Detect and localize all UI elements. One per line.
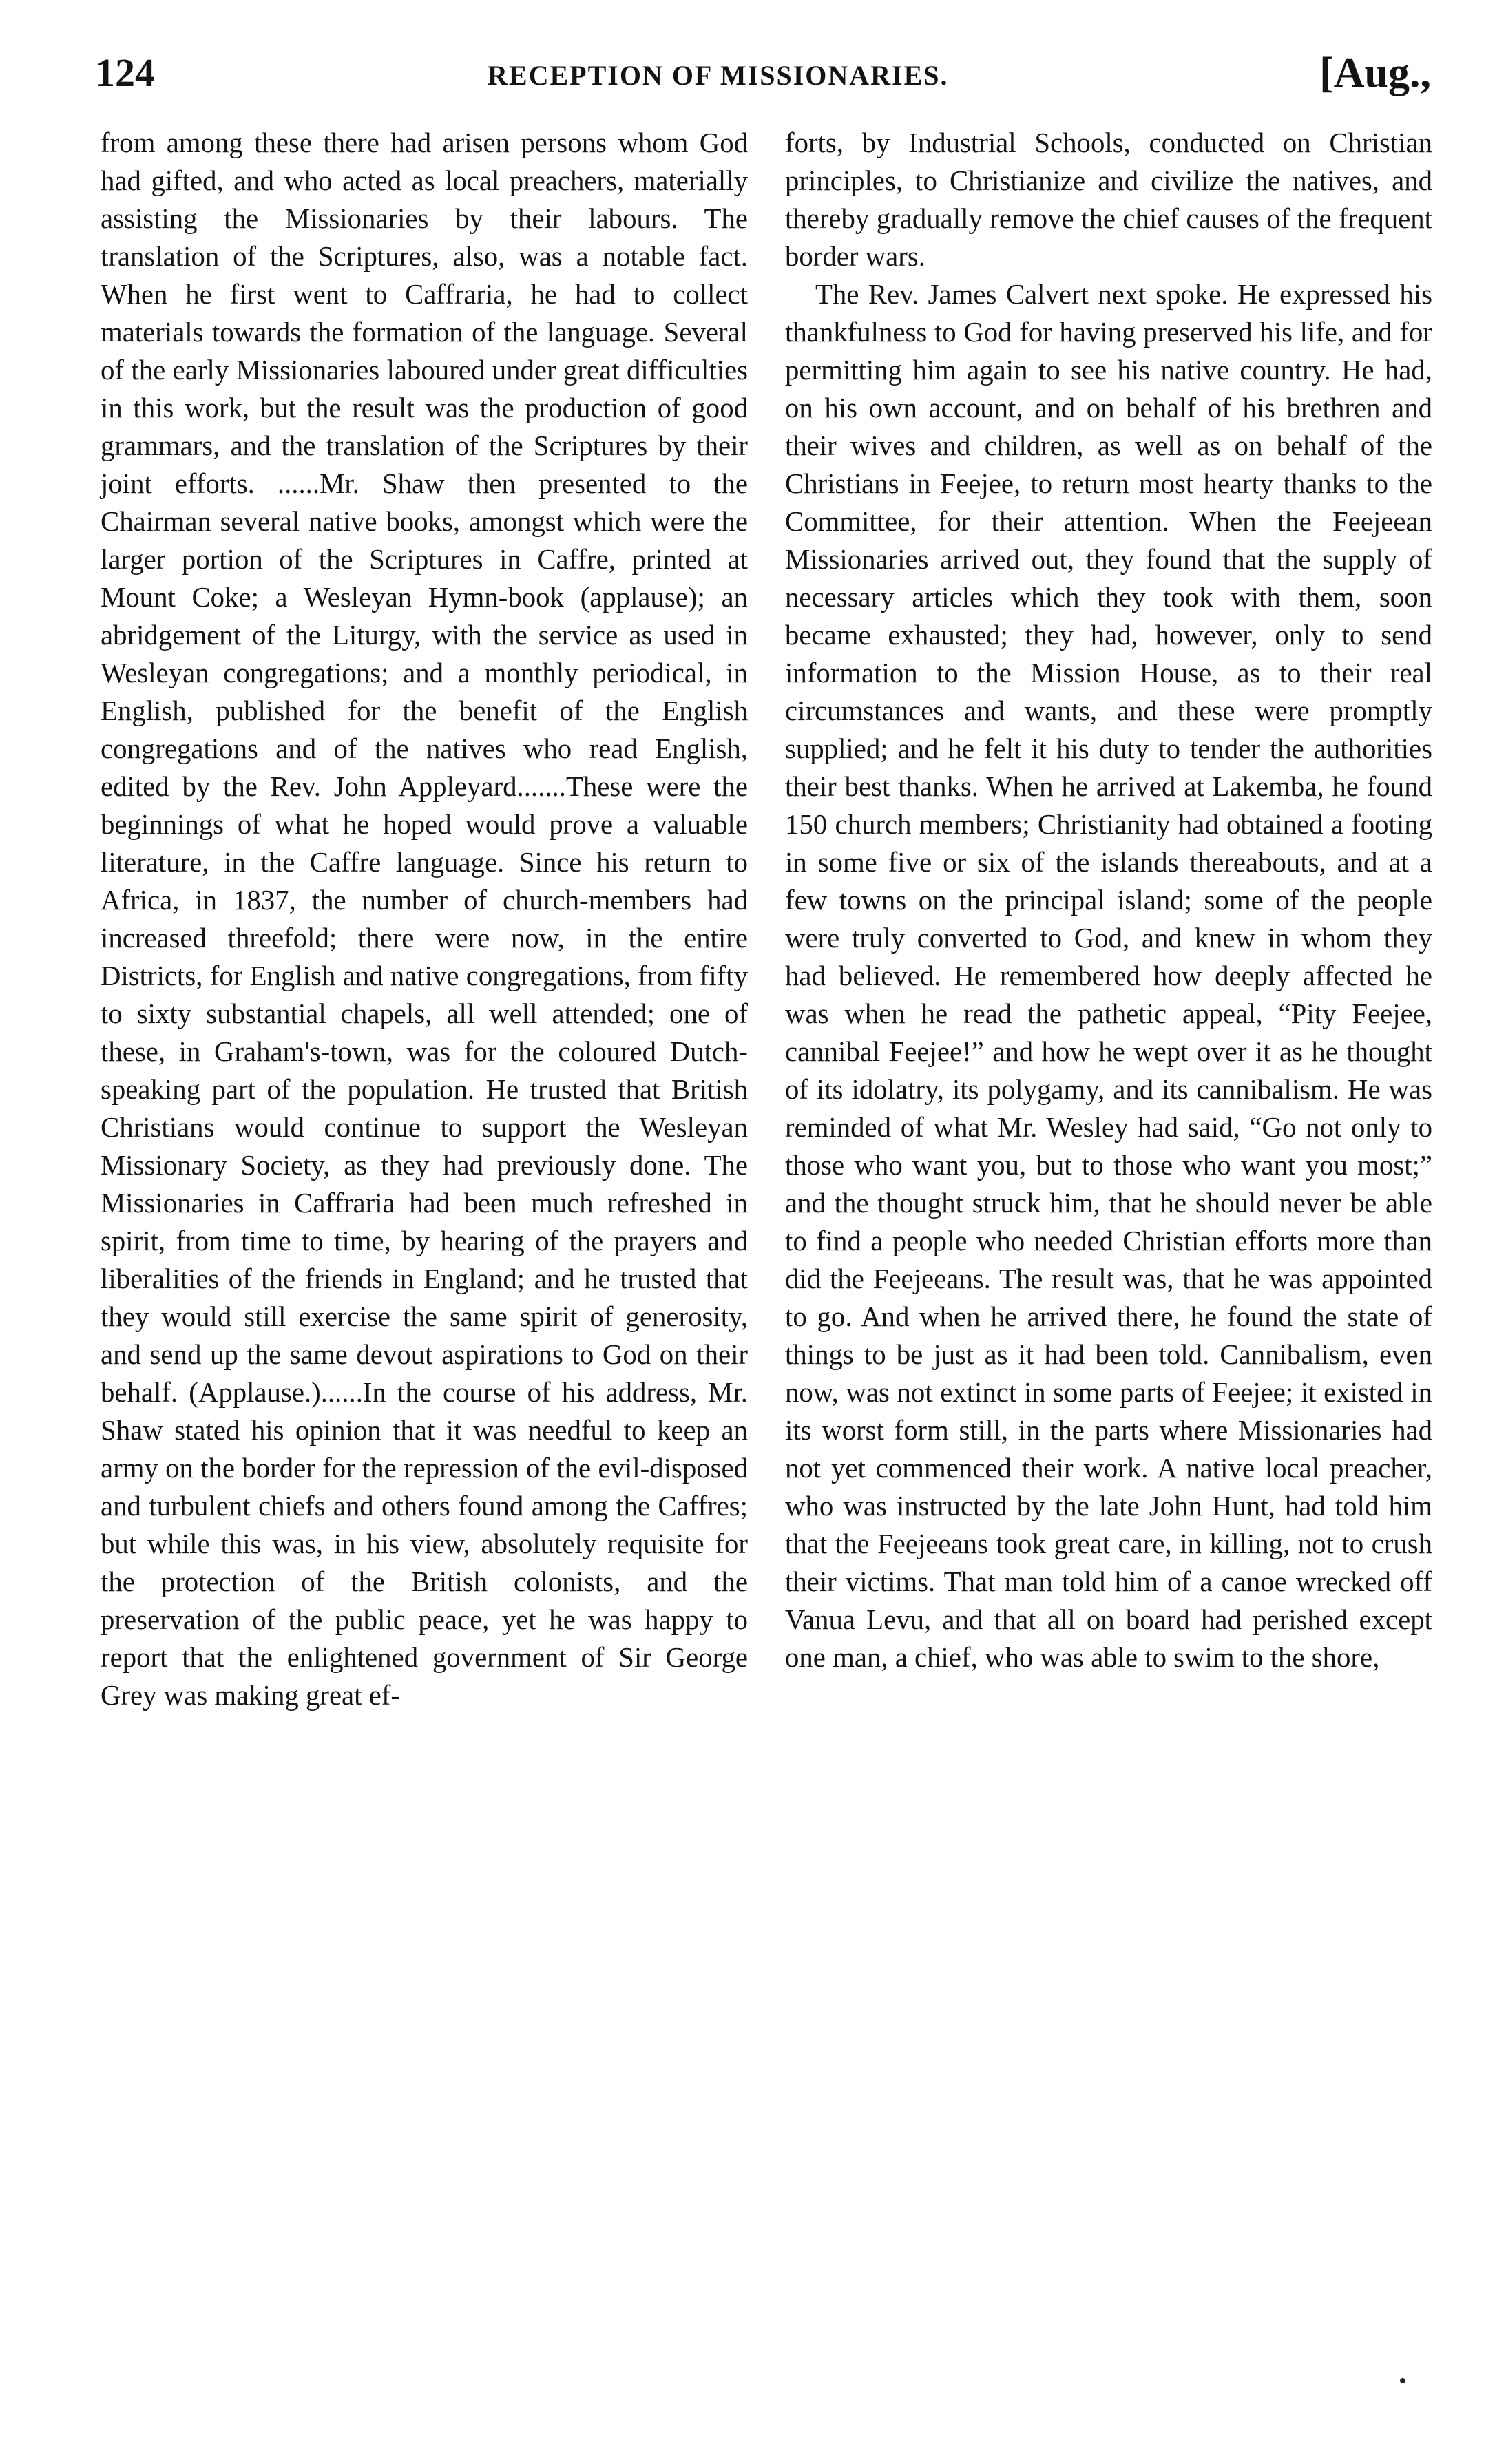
page-number: 124 bbox=[95, 50, 155, 95]
running-title: RECEPTION OF MISSIONARIES. bbox=[488, 60, 949, 91]
right-column bbox=[785, 124, 1432, 1676]
right-paragraph-2: The Rev. James Calvert next spoke. He expressed his thankfulness to God for having preserved his life, and for permitting him again to see his native country. He had, on his own account, and on behalf of his brethren and their wives and children, as well as on behalf of the Christians in Feejee, to return most hearty thanks to the Committee, for their attention. When the Feejeean Missionaries arrived out, they found that the supply of necessary articles which they took with them, soon became exhausted; they had, however, only to send information to the Mission House, as to their real circumstances and wants, and these were promptly supplied; and he felt it his duty to tender the authorities their best thanks. When he arrived at Lakemba, he found 150 church members; Christianity had obtained a footing in some five or six of the islands thereabouts, and at a few towns on the principal island; some of the people were truly converted to God, and knew in whom they had believed. He remembered how deeply affected he was when he read the pathetic appeal, “Pity Feejee, cannibal Feejee!” and how he wept over it as he thought of its idolatry, its polygamy, and its cannibalism. He was reminded of what Mr. Wesley had said, “Go not only to those who want you, but to those who want you most;” and the thought struck him, that he should never be able to find a people who needed Christian efforts more than did the Feejeeans. The result was, that he was appointed to go. And when he arrived there, he found the state of things to be just as it had been told. Cannibalism, even now, was not extinct in some parts of Feejee; it existed in its worst form still, in the parts where Missionaries had not yet commenced their work. A native local preacher, who was instructed by the late John Hunt, had told him that the Feejeeans took great care, in killing, not to crush their victims. That man told him of a canoe wrecked off Vanua Levu, and that all on board had perished except one man, a chief, who was able to swim to the shore, bbox=[785, 279, 1432, 1673]
left-column bbox=[101, 124, 748, 1714]
left-paragraph-1: from among these there had arisen persons whom God had gifted, and who acted as local preachers, materially assisting the Missionaries by their labours. The translation of the Scriptures, also, was a notable fact. When he first went to Caffraria, he had to collect materials towards the formation of the language. Several of the early Missionaries laboured under great difficulties in this work, but the result was the production of good grammars, and the translation of the Scriptures by their joint efforts. ......Mr. Shaw then presented to the Chairman several native books, amongst which were the larger portion of the Scriptures in Caffre, printed at Mount Coke; a Wesleyan Hymn-book (applause); an abridgement of the Liturgy, with the service as used in Wesleyan congregations; and a monthly periodical, in English, published for the benefit of the English congregations and of the natives who read English, edited by the Rev. John Appleyard.......These were the beginnings of what he hoped would prove a valuable literature, in the Caffre language. Since his return to Africa, in 1837, the number of church-members had increased threefold; there were now, in the entire Districts, for English and native congregations, from fifty to sixty substantial chapels, all well attended; one of these, in Graham's-town, was for the coloured Dutch-speaking part of the population. He trusted that British Christians would continue to support the Wesleyan Missionary Society, as they had previously done. The Missionaries in Caffraria had been much refreshed in spirit, from time to time, by hearing of the prayers and liberalities of the friends in England; and he trusted that they would still exercise the same spirit of generosity, and send up the same devout aspirations to God on their behalf. (Applause.)......In the course of his address, Mr. Shaw stated his opinion that it was needful to keep an army on the border for the repression of the evil-disposed and turbulent chiefs and others found among the Caffres; but while this was, in his view, absolutely requisite for the protection of the British colonists, and the preservation of the public peace, yet he was happy to report that the enlightened government of Sir George Grey was making great ef- bbox=[101, 127, 748, 1711]
page-header bbox=[95, 45, 1431, 107]
right-paragraph-1: forts, by Industrial Schools, conducted on Christian principles, to Christianize and civilize the natives, and thereby gradually remove the chief causes of the frequent border wars. bbox=[785, 127, 1432, 272]
footer-dot bbox=[1400, 2378, 1405, 2383]
running-date: [Aug., bbox=[1319, 50, 1431, 96]
